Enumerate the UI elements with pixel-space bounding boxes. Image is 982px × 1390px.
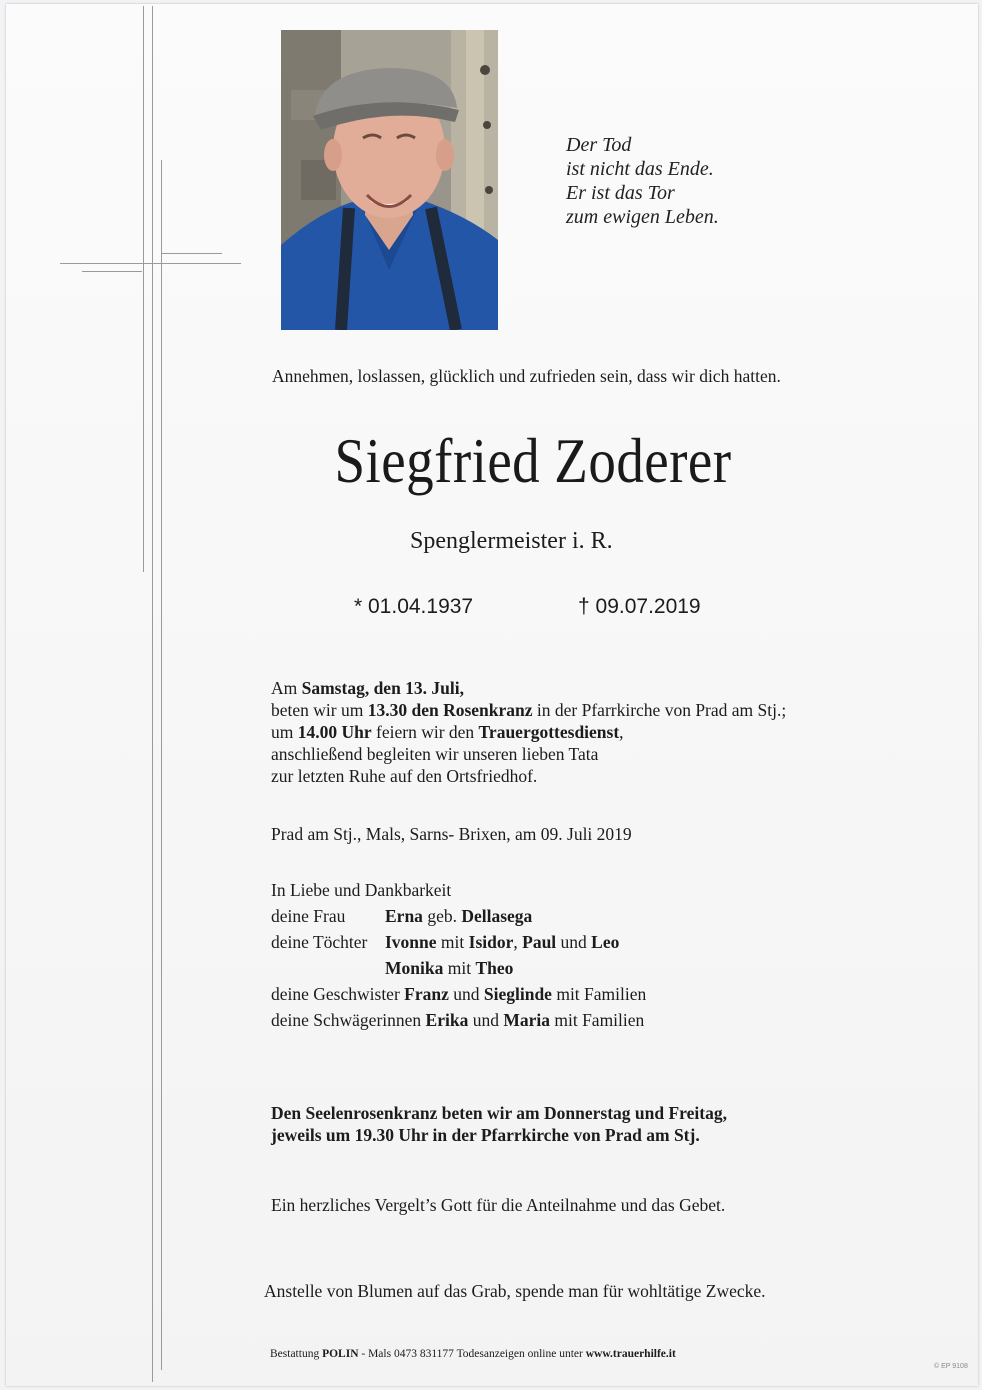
text: , — [513, 932, 523, 952]
relative-name: Erna — [385, 906, 423, 926]
text: mit — [436, 932, 469, 952]
website-link[interactable]: www.trauerhilfe.it — [585, 1348, 676, 1360]
relative-name: Paul — [522, 932, 557, 952]
family-intro: In Liebe und Dankbarkeit — [271, 880, 452, 900]
motto: Annehmen, loslassen, glücklich und zufrieden sein, dass wir dich hatten. — [272, 366, 781, 386]
family-row — [271, 981, 646, 1007]
relative-name: Monika — [385, 958, 444, 978]
text: geb. — [422, 906, 462, 926]
service-time: 14.00 Uhr — [297, 722, 372, 742]
text: beten wir um — [271, 700, 368, 720]
family-list — [271, 877, 646, 1033]
family-row — [271, 955, 646, 981]
text: Bestattung — [270, 1348, 323, 1360]
quote-line: zum ewigen Leben. — [566, 206, 719, 228]
thanks-note: Ein herzliches Vergelt’s Gott für die Anteilnahme und das Gebet. — [271, 1195, 726, 1215]
text: zur letzten Ruhe auf den Ortsfriedhof. — [271, 766, 538, 786]
relation-label: deine Frau — [271, 906, 346, 926]
family-row — [271, 929, 646, 955]
funeral-home-name: POLIN — [322, 1348, 359, 1360]
relative-name: Sieglinde — [483, 984, 552, 1004]
deceased-name: Siegfried Zoderer — [334, 425, 732, 496]
quote-line: ist nicht das Ende. — [566, 158, 714, 180]
death-date: † 09.07.2019 — [578, 595, 701, 618]
rosary-line: jeweils um 19.30 Uhr in der Pfarrkirche von Prad am Stj. — [271, 1125, 700, 1145]
service-name: Trauergottesdienst — [478, 722, 620, 742]
text: und — [468, 1010, 504, 1030]
relative-name: Leo — [591, 932, 620, 952]
text: mit Familien — [549, 1010, 645, 1030]
text: mit — [443, 958, 476, 978]
text: und — [556, 932, 592, 952]
relative-name: Theo — [475, 958, 514, 978]
relation-label: deine Töchter — [271, 932, 368, 952]
text: und — [448, 984, 484, 1004]
text: Am — [271, 678, 302, 698]
text: mit Familien — [551, 984, 647, 1004]
relative-name: Isidor — [468, 932, 514, 952]
relative-name: Erika — [425, 1010, 469, 1030]
flowers-note: Anstelle von Blumen auf das Grab, spende man für wohltätige Zwecke. — [264, 1281, 766, 1301]
family-row — [271, 903, 646, 929]
text: , — [619, 722, 624, 742]
funeral-notice — [271, 677, 786, 787]
text: um — [271, 722, 298, 742]
relative-name: Ivonne — [385, 932, 437, 952]
family-row — [271, 1007, 646, 1033]
place-and-date: Prad am Stj., Mals, Sarns- Brixen, am 09. Juli 2019 — [271, 824, 632, 844]
relative-name: Maria — [503, 1010, 550, 1030]
relative-name: Franz — [404, 984, 449, 1004]
relation-label: deine Geschwister — [271, 984, 405, 1004]
text: - Mals 0473 831177 Todesanzeigen online unter — [358, 1348, 586, 1360]
relative-name: Dellasega — [461, 906, 533, 926]
quote-line: Er ist das Tor — [566, 182, 675, 204]
text: feiern wir den — [371, 722, 479, 742]
footer — [270, 1348, 676, 1360]
rosary-notice — [271, 1102, 727, 1146]
funeral-day: Samstag, den 13. Juli, — [301, 678, 465, 698]
portrait-photo — [281, 30, 498, 330]
relation-label: deine Schwägerinnen — [271, 1010, 426, 1030]
rosary-time: 13.30 den Rosenkranz — [367, 700, 533, 720]
birth-date: * 01.04.1937 — [354, 595, 474, 618]
text: anschließend begleiten wir unseren lieben Tata — [271, 744, 599, 764]
quote — [566, 133, 719, 229]
profession: Spenglermeister i. R. — [410, 528, 613, 554]
rosary-line: Den Seelenrosenkranz beten wir am Donnerstag und Freitag, — [271, 1103, 727, 1123]
print-code: © EP 9108 — [934, 1363, 968, 1370]
quote-line: Der Tod — [566, 134, 632, 156]
text: in der Pfarrkirche von Prad am Stj.; — [532, 700, 787, 720]
